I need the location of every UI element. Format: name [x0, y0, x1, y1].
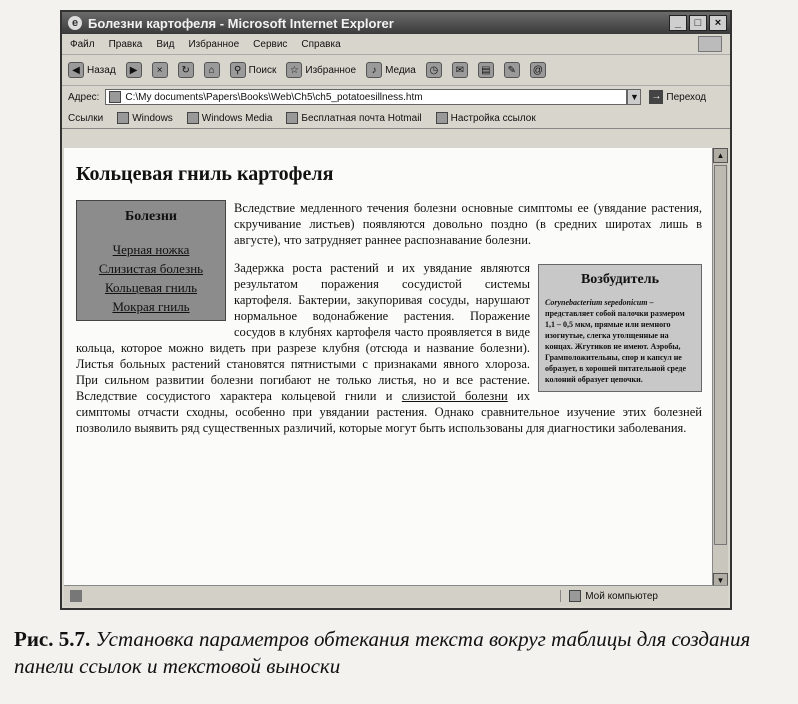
go-button[interactable]	[649, 90, 706, 104]
caption-text: Установка параметров обтекания текста вокруг таблицы для создания панели ссылок и текстовой выноски	[14, 627, 751, 678]
paragraph-intro: Вследствие медленного течения болезни основные симптомы ее (увядание растения, скручивание листьев) появляются довольно поздно (в средних широтах лишь в августе), что затрудняет раннее распознавание болезни.	[234, 201, 702, 247]
status-bar	[64, 585, 728, 606]
edit-icon[interactable]: ✎	[504, 62, 520, 78]
address-url: C:\My documents\Papers\Books\Web\Ch5\ch5_potatoesillness.htm	[125, 91, 423, 103]
back-label: Назад	[87, 64, 116, 76]
nav-panel	[76, 200, 226, 321]
link-label: Настройка ссылок	[450, 112, 536, 124]
callout-heading: Возбудитель	[580, 272, 660, 287]
back-arrow-icon: ◀	[68, 62, 84, 78]
link-label: Windows	[132, 112, 173, 124]
menu-file[interactable]: Файл	[70, 38, 95, 50]
stop-icon[interactable]: ×	[152, 62, 168, 78]
address-bar	[62, 86, 730, 108]
media-icon: ♪	[366, 62, 382, 78]
pathogen-callout	[538, 264, 702, 392]
address-input[interactable]	[105, 89, 627, 105]
link-page-icon	[286, 112, 298, 124]
minimize-button[interactable]: _	[669, 15, 687, 31]
menu-bar	[62, 34, 730, 55]
nav-heading: Болезни	[125, 209, 177, 224]
paragraph-main-b: их симптомы отчасти сходны, особенно при увядании растения. Однако сравнительное изучение этих болезней позволило выявить ряд существенных различий, которые могут быть использованы для диагностики заболевания.	[76, 389, 702, 435]
title-bar	[62, 12, 730, 34]
link-hotmail[interactable]	[286, 112, 421, 124]
browser-window	[60, 10, 732, 610]
search-button[interactable]	[230, 62, 277, 78]
link-windows-media[interactable]	[187, 112, 273, 124]
ie-logo-icon: e	[68, 16, 82, 30]
go-label: Переход	[666, 91, 707, 103]
refresh-icon[interactable]: ↻	[178, 62, 194, 78]
menu-favorites[interactable]: Избранное	[188, 38, 240, 50]
page-done-icon	[70, 590, 82, 602]
link-page-icon	[187, 112, 199, 124]
links-label: Ссылки	[68, 112, 104, 124]
link-customize[interactable]	[436, 112, 536, 124]
page-content	[64, 148, 712, 588]
close-button[interactable]: ×	[709, 15, 727, 31]
address-dropdown-icon[interactable]: ▼	[627, 89, 641, 105]
back-button[interactable]	[68, 62, 116, 78]
messenger-icon[interactable]: @	[530, 62, 546, 78]
link-windows[interactable]	[117, 112, 173, 124]
media-label: Медиа	[385, 64, 416, 76]
vertical-scrollbar[interactable]	[712, 148, 728, 588]
page-title: Кольцевая гниль картофеля	[76, 163, 334, 185]
print-icon[interactable]: ▤	[478, 62, 494, 78]
toolbar	[62, 55, 730, 86]
scroll-up-icon[interactable]: ▲	[713, 148, 728, 163]
favorites-label: Избранное	[305, 64, 357, 76]
search-label: Поиск	[248, 64, 277, 76]
link-slime-disease[interactable]: слизистой болезни	[401, 389, 508, 403]
media-button[interactable]	[366, 62, 416, 78]
scroll-down-icon[interactable]: ▼	[713, 573, 728, 588]
menu-edit[interactable]: Правка	[108, 38, 143, 50]
links-bar	[62, 108, 730, 129]
history-icon[interactable]: ◷	[426, 62, 442, 78]
nav-link-slime-disease[interactable]: Слизистая болезнь	[98, 261, 204, 276]
address-label: Адрес:	[68, 91, 100, 103]
mail-icon[interactable]: ✉	[452, 62, 468, 78]
callout-text: – представляет собой палочки размером 1,1 – 0,5 мкм, прямые или немного изогнутые, слегка утолщенные на концах. Жгутиков не имеют. Аэробы, Грамположительны, спор и капсул не образует, в хорошей питательной среде колоний образует цепочки.	[545, 298, 687, 384]
caption-label: Рис. 5.7.	[14, 627, 91, 651]
menu-view[interactable]: Вид	[156, 38, 175, 50]
forward-icon[interactable]: ▶	[126, 62, 142, 78]
maximize-button[interactable]: □	[689, 15, 707, 31]
menu-help[interactable]: Справка	[301, 38, 341, 50]
windows-flag-icon	[698, 36, 722, 52]
paragraph-main-a: Задержка роста растений и их увядание являются результатом поражения сосудистой системы картофеля. Бактерии, закупоривая сосуды, нарушают нормальное водонабжение растения. Поражение сосудов в клубнях картофеля часто проявляется в виде кольца, которое можно видеть при разрезе клубня (отсюда и название болезни). Листья больных растений становятся пятнистыми с признаками явного хлороза. При сильном развитии болезни погибают не только листья, но и все растение. Вследствие сосудистого характера кольцевой гнили и	[76, 261, 530, 403]
page-icon	[109, 91, 121, 103]
security-zone	[560, 590, 658, 602]
figure-caption	[14, 626, 794, 680]
nav-link-wet-rot[interactable]: Мокрая гниль	[112, 299, 190, 314]
favorites-button[interactable]	[286, 62, 356, 78]
star-icon: ☆	[286, 62, 302, 78]
zone-label: Мой компьютер	[585, 590, 658, 602]
link-page-icon	[436, 112, 448, 124]
callout-species: Corynebacterium sepedonicum	[545, 298, 648, 307]
menu-tools[interactable]: Сервис	[253, 38, 288, 50]
scroll-thumb[interactable]	[714, 165, 727, 545]
link-label: Windows Media	[201, 112, 273, 124]
window-title: Болезни картофеля - Microsoft Internet Explorer	[88, 15, 394, 31]
nav-link-ring-rot[interactable]: Кольцевая гниль	[104, 280, 198, 295]
nav-link-black-leg[interactable]: Черная ножка	[112, 242, 190, 257]
search-icon: ⚲	[230, 62, 246, 78]
window-controls	[669, 15, 730, 31]
computer-icon	[569, 590, 581, 602]
home-icon[interactable]: ⌂	[204, 62, 220, 78]
go-arrow-icon: →	[651, 91, 662, 102]
link-label: Бесплатная почта Hotmail	[301, 112, 422, 124]
link-page-icon	[117, 112, 129, 124]
